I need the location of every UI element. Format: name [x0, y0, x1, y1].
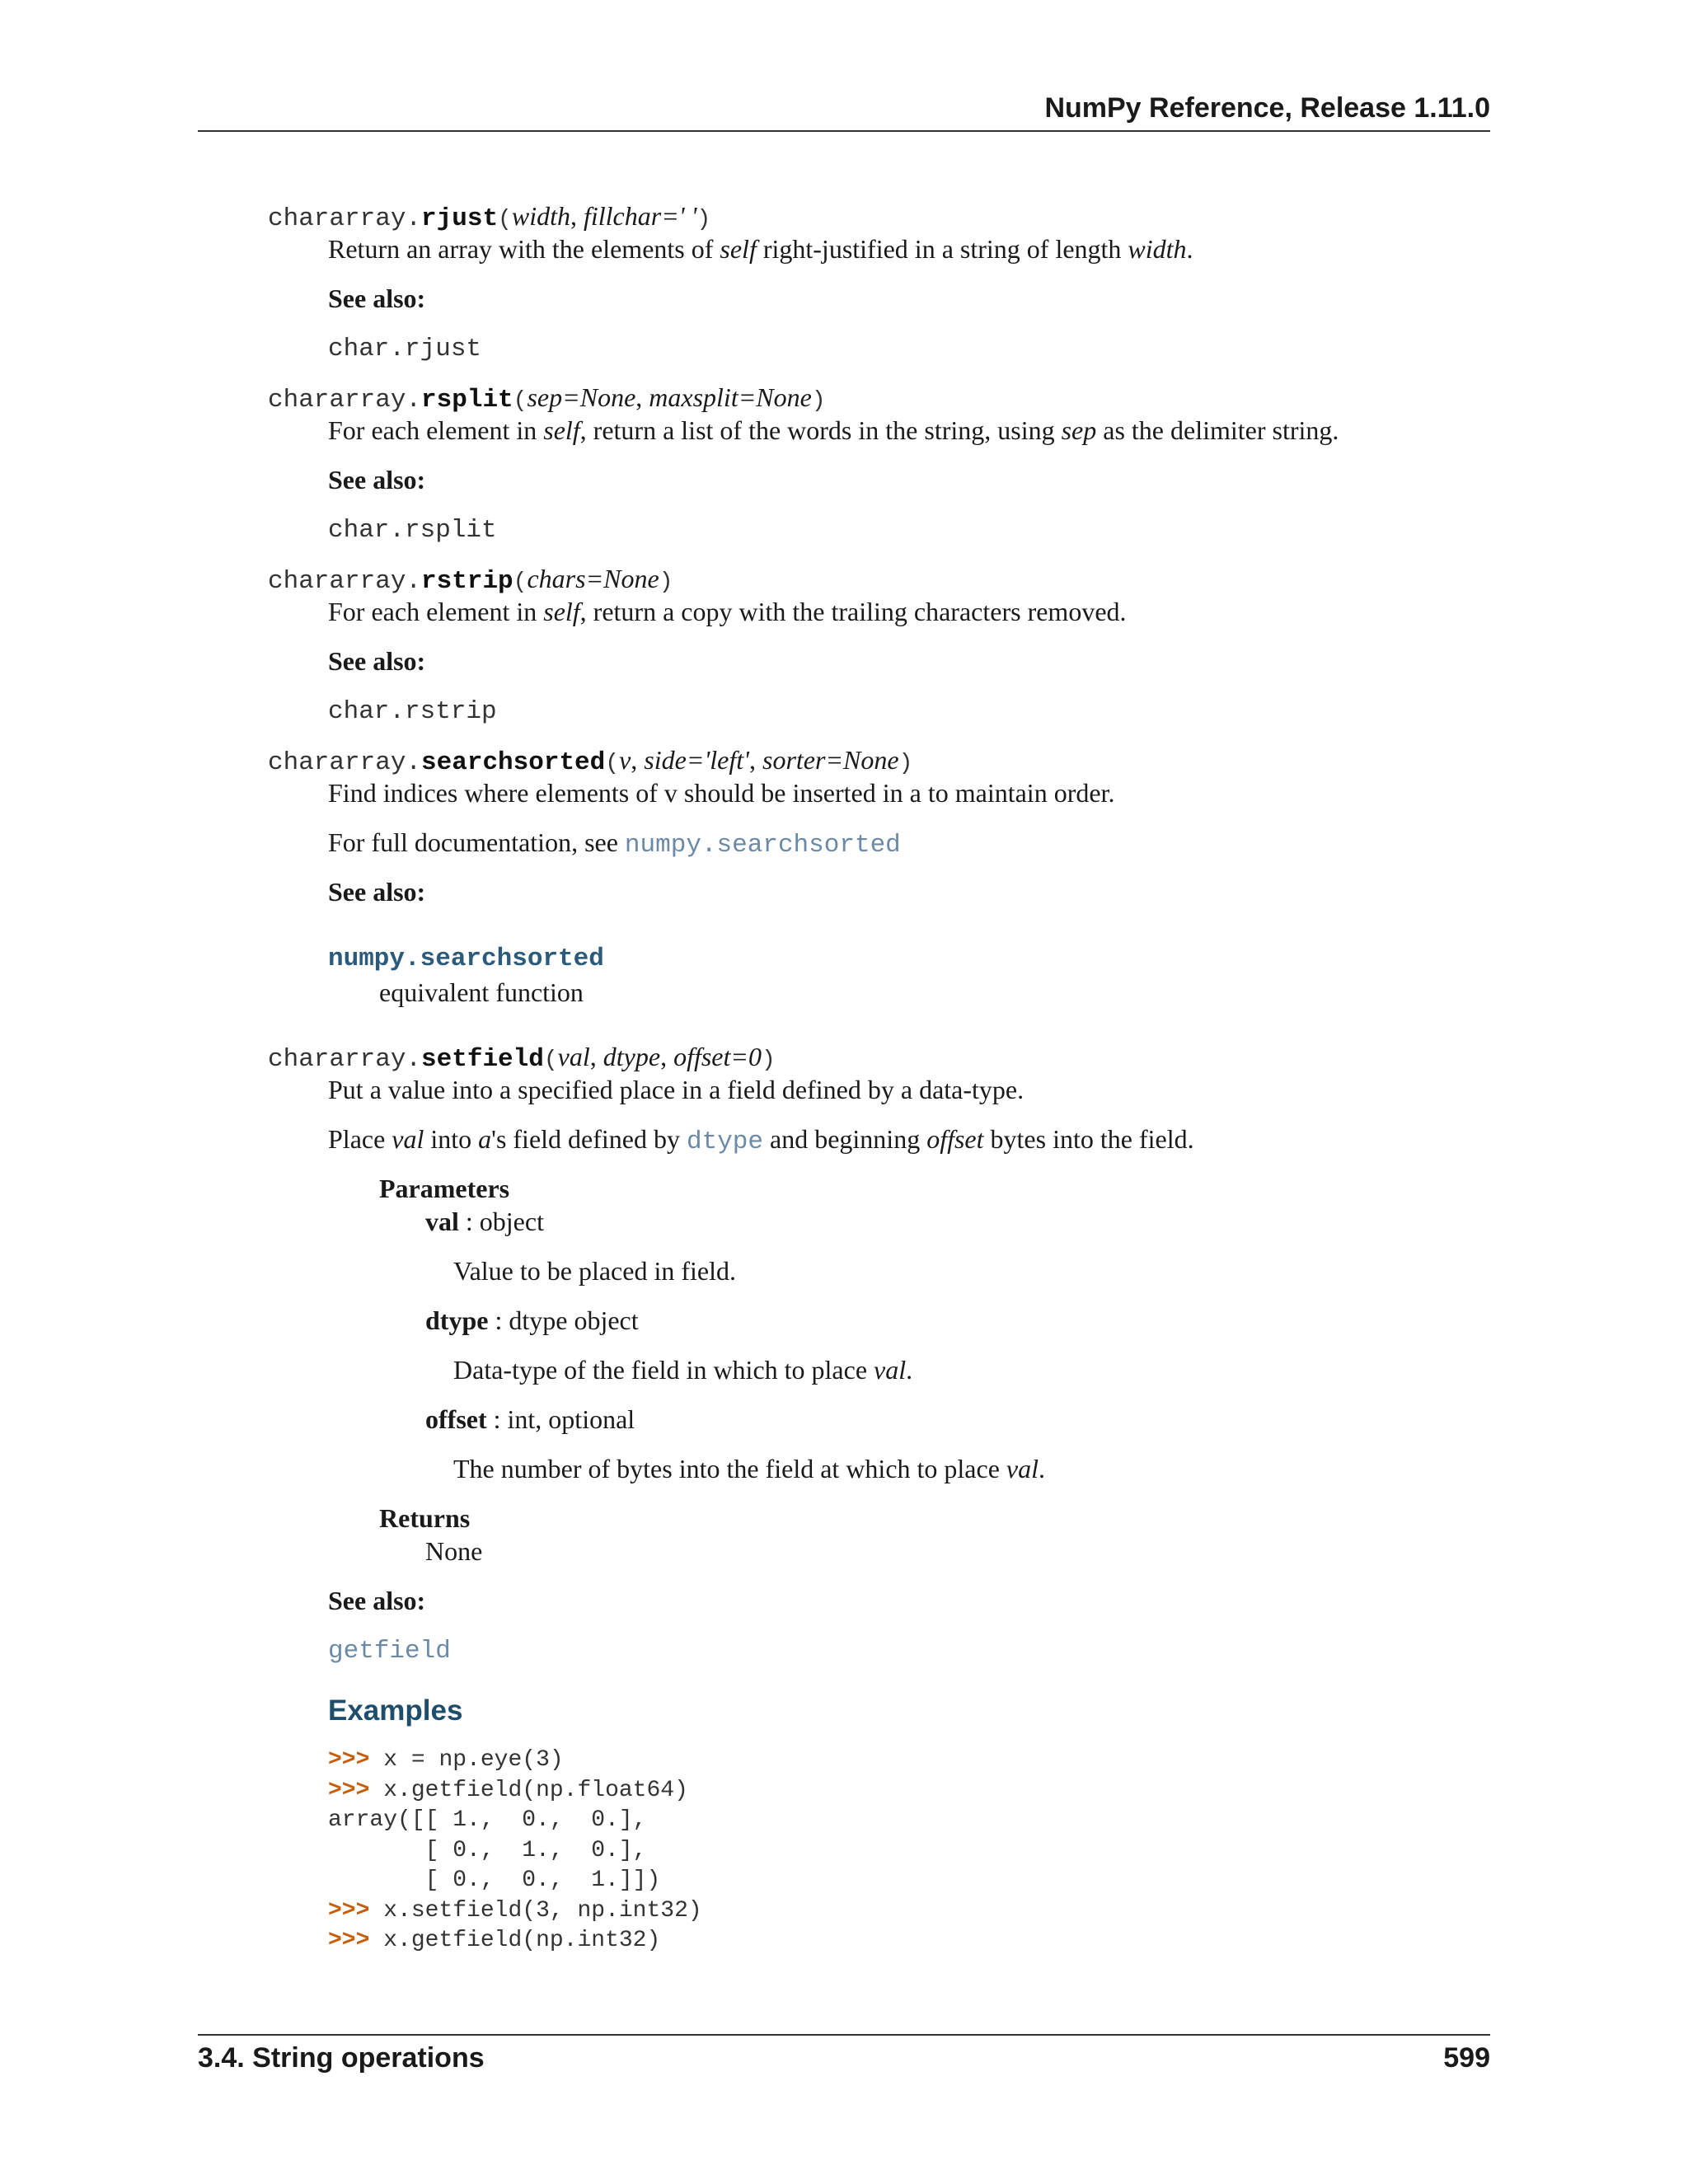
- getfield-link[interactable]: getfield: [328, 1637, 451, 1666]
- rsplit-description: For each element in self, return a list of the words in the string, using sep as the delimiter string.: [328, 415, 1339, 445]
- searchsorted-signature: chararray.searchsorted(v, side='left', sorter=None): [268, 745, 913, 777]
- param-offset-desc: The number of bytes into the field at which to place val.: [453, 1454, 1045, 1483]
- running-header: NumPy Reference, Release 1.11.0: [1044, 92, 1490, 124]
- rjust-signature: chararray.rjust(width, fillchar=' '): [268, 201, 711, 233]
- header-rule: [198, 130, 1490, 132]
- rjust-see-also-heading: See also:: [328, 284, 426, 313]
- rsplit-see-also-heading: See also:: [328, 465, 426, 494]
- param-dtype-desc: Data-type of the field in which to place val.: [453, 1355, 913, 1385]
- code-line-1: x = np.eye(3): [383, 1747, 564, 1773]
- rjust-param-width: width: [511, 201, 570, 231]
- example-code-block: >>> x = np.eye(3) >>> x.getfield(np.float64) array([[ 1., 0., 0.], [ 0., 1., 0.], [ 0., 0., 1.]]) >>> x.setfield(3, np.int32) >>> x.getfield(np.int32): [328, 1747, 702, 1953]
- rstrip-see-also-heading: See also:: [328, 646, 426, 676]
- code-line-3: array([[ 1., 0., 0.],: [328, 1807, 647, 1833]
- setfield-description: Put a value into a specified place in a field defined by a data-type.: [328, 1075, 1025, 1104]
- setfield-signature: chararray.setfield(val, dtype, offset=0): [268, 1042, 776, 1074]
- setfield-see-also-heading: See also:: [328, 1586, 426, 1615]
- searchsorted-description: Find indices where elements of v should be inserted in a to maintain order.: [328, 778, 1115, 808]
- setfield-name: setfield: [421, 1045, 544, 1074]
- searchsorted-see-also-heading: See also:: [328, 877, 426, 907]
- rjust-name: rjust: [421, 204, 499, 233]
- page-number: 599: [1443, 2042, 1490, 2074]
- footer-rule: [198, 2034, 1490, 2036]
- rstrip-name: rstrip: [421, 567, 513, 596]
- rsplit-see-also-link[interactable]: char.rsplit: [328, 516, 497, 545]
- rstrip-see-also-link[interactable]: char.rstrip: [328, 697, 497, 726]
- rjust-param-fillchar: fillchar=' ': [583, 201, 697, 231]
- searchsorted-full-doc: For full documentation, see numpy.searchsorted: [328, 827, 901, 860]
- searchsorted-name: searchsorted: [421, 748, 606, 777]
- param-offset: offset : int, optional: [425, 1404, 635, 1434]
- dtype-link[interactable]: dtype: [686, 1127, 763, 1156]
- param-dtype: dtype : dtype object: [425, 1305, 639, 1335]
- rstrip-signature: chararray.rstrip(chars=None): [268, 564, 673, 596]
- code-line-6: x.setfield(3, np.int32): [383, 1897, 702, 1924]
- examples-heading: Examples: [328, 1694, 463, 1727]
- searchsorted-full-doc-link[interactable]: numpy.searchsorted: [624, 831, 901, 860]
- returns-heading: Returns: [379, 1503, 471, 1533]
- setfield-place-text: Place val into a's field defined by dtype and beginning offset bytes into the field.: [328, 1124, 1194, 1156]
- rstrip-description: For each element in self, return a copy with the trailing characters removed.: [328, 597, 1127, 626]
- code-line-5: [ 0., 0., 1.]]): [328, 1868, 661, 1893]
- rsplit-signature: chararray.rsplit(sep=None, maxsplit=None): [268, 382, 826, 415]
- code-line-2: x.getfield(np.float64): [383, 1777, 688, 1803]
- searchsorted-see-also-desc: equivalent function: [379, 977, 584, 1007]
- code-line-7: x.getfield(np.int32): [383, 1928, 661, 1953]
- rjust-description: Return an array with the elements of self right-justified in a string of length width.: [328, 234, 1193, 264]
- rjust-see-also-link[interactable]: char.rjust: [328, 335, 482, 363]
- param-val: val : object: [425, 1207, 544, 1236]
- footer-section: 3.4. String operations: [198, 2042, 485, 2074]
- returns-value: None: [425, 1536, 483, 1566]
- param-val-desc: Value to be placed in field.: [453, 1256, 736, 1286]
- rsplit-name: rsplit: [421, 386, 513, 415]
- code-line-4: [ 0., 1., 0.],: [328, 1837, 647, 1863]
- searchsorted-see-also-link[interactable]: numpy.searchsorted: [328, 944, 604, 973]
- parameters-heading: Parameters: [379, 1174, 510, 1203]
